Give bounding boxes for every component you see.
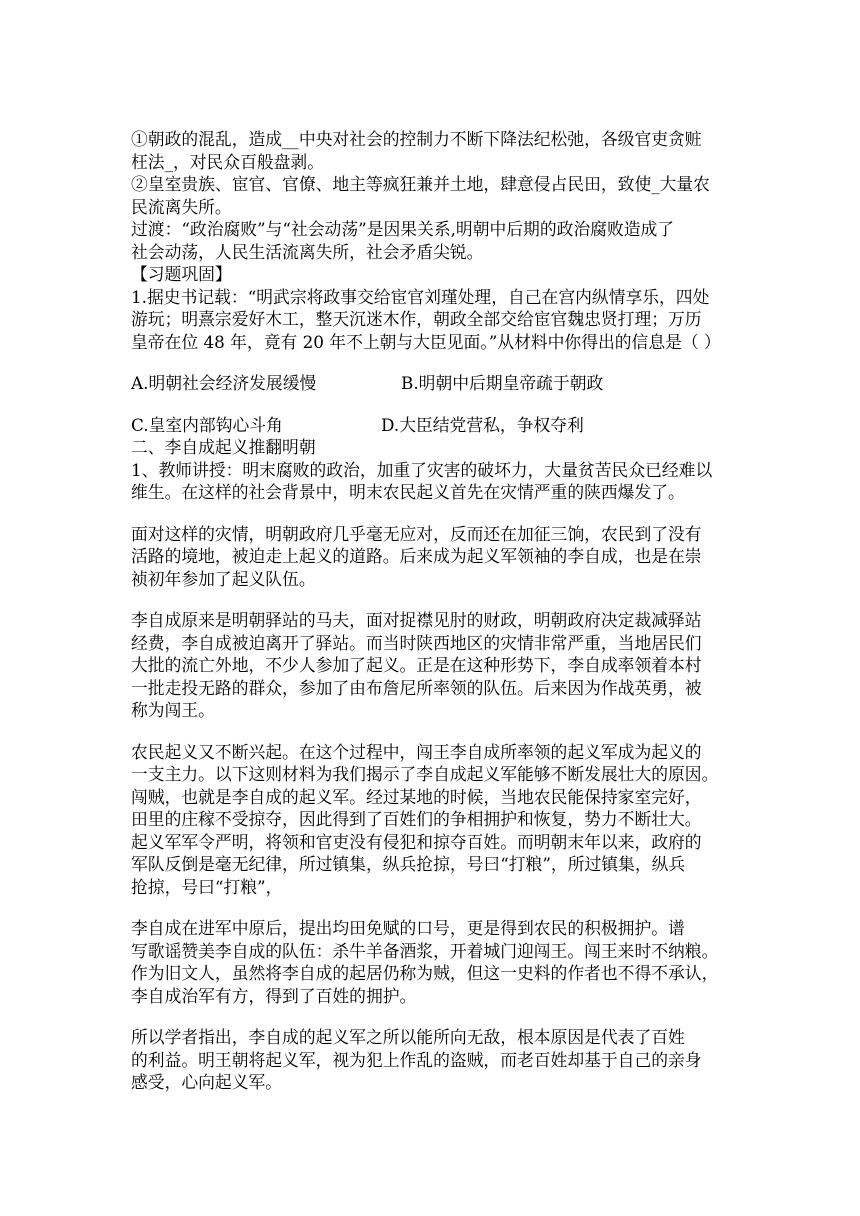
text-line: 一批走投无路的群众，参加了由布詹尼所率领的队伍。后来因为作战英勇，被 [131,677,702,698]
text-line: 感受，心向起义军。 [131,1072,283,1092]
text-line: 闯贼，也就是李自成的起义军。经过某地的时候，当地农民能保持家室完好， [131,786,702,807]
text-line: 过渡：“政治腐败”与“社会动荡”是因果关系,明朝中后期的政治腐败造成了 [131,219,675,239]
text-line: 写歌谣赞美李自成的队伍：杀牛羊备酒浆，开着城门迎闯王。闯王来时不纳粮。 [131,940,719,961]
text-line: 祯初年参加了起义队伍。 [131,568,316,589]
exercise-heading: 【习题巩固】 [131,264,232,284]
text-line: 称为闯王。 [131,700,215,720]
section-heading: 二、李自成起义推翻明朝 [131,437,316,457]
text-line: 的利益。明王朝将起义军，视为犯上作乱的盗贼，而老百姓却基于自己的亲身 [131,1049,702,1070]
option-d: D.大臣结党营私，争权夺利 [381,414,584,435]
text-line: 民流离失所。 [131,196,232,217]
text-line: 起义军军令严明，将领和官吏没有侵犯和掠夺百姓。而明朝末年以来，政府的 [131,831,702,852]
option-c: C.皇室内部钩心斗角 [131,414,283,435]
question-text: 游玩；明熹宗爱好木工，整天沉迷木作，朝政全部交给宦官魏忠贤打理；万历 [131,309,702,329]
text-line: 1、教师讲授：明末腐败的政治，加重了灾害的破坏力，大量贫苦民众已经难以 [131,459,713,480]
text-line: 一支主力。以下这则材料为我们揭示了李自成起义军能够不断发展壮大的原因。 [131,764,719,784]
text-line: 农民起义又不断兴起。在这个过程中，闯王李自成所率领的起义军成为起义的 [131,741,702,762]
question-text: 皇帝在位 48 年，竟有 20 年不上朝与大臣见面。”从材料中你得出的信息是（ ） [131,331,721,352]
text-line: 抢掠，号曰“打粮”， [131,876,283,897]
text-line: 经费，李自成被迫离开了驿站。而当时陕西地区的灾情非常严重，当地居民们 [131,632,702,653]
text-line: 李自成在进军中原后，提出均田免赋的口号，更是得到农民的积极拥护。谱 [131,918,685,938]
text-line: 大批的流亡外地，不少人参加了起义。正是在这种形势下，李自成率领着本村 [131,655,702,675]
options-row-ab [131,372,731,395]
document-page [131,128,731,1094]
question-text: 1.据史书记载：“明武宗将政事交给宦官刘瑾处理，自己在宫内纵情享乐，四处 [131,286,710,307]
text-line: 维生。在这样的社会背景中，明末农民起义首先在灾情严重的陕西爆发了。 [131,482,685,502]
text-line: 作为旧文人，虽然将李自成的起居仍称为贼，但这一史料的作者也不得不承认， [131,963,719,983]
text-line: 枉法_，对民众百般盘剥。 [131,151,324,172]
option-b: B.明朝中后期皇帝疏于朝政 [401,373,604,393]
text-line: 面对这样的灾情，明朝政府几乎毫无应对，反而还在加征三饷，农民到了没有 [131,523,702,544]
text-line: 李自成治军有方，得到了百姓的拥护。 [131,985,417,1006]
text-line: ①朝政的混乱，造成__中央对社会的控制力不断下降法纪松弛，各级官吏贪赃 [131,129,702,149]
text-line: 活路的境地，被迫走上起义的道路。后来成为起义军领袖的李自成，也是在崇 [131,546,702,566]
options-row-cd [131,414,731,437]
text-line: 社会动荡，人民生活流离失所，社会矛盾尖锐。 [131,241,484,262]
option-a: A.明朝社会经济发展缓慢 [131,373,317,393]
text-line: 军队反倒是毫无纪律，所过镇集，纵兵抢掠，号曰“打粮”，所过镇集，纵兵 [131,854,686,874]
text-line: ②皇室贵族、宦官、官僚、地主等疯狂兼并土地，肆意侵占民田，致使_大量农 [131,174,710,194]
text-line: 所以学者指出，李自成的起义军之所以能所向无敌，根本原因是代表了百姓 [131,1027,685,1047]
text-line: 田里的庄稼不受掠夺，因此得到了百姓们的争相拥护和恢复，势力不断壮大。 [131,809,702,829]
text-line: 李自成原来是明朝驿站的马夫，面对捉襟见肘的财政，明朝政府决定裁减驿站 [131,610,702,630]
